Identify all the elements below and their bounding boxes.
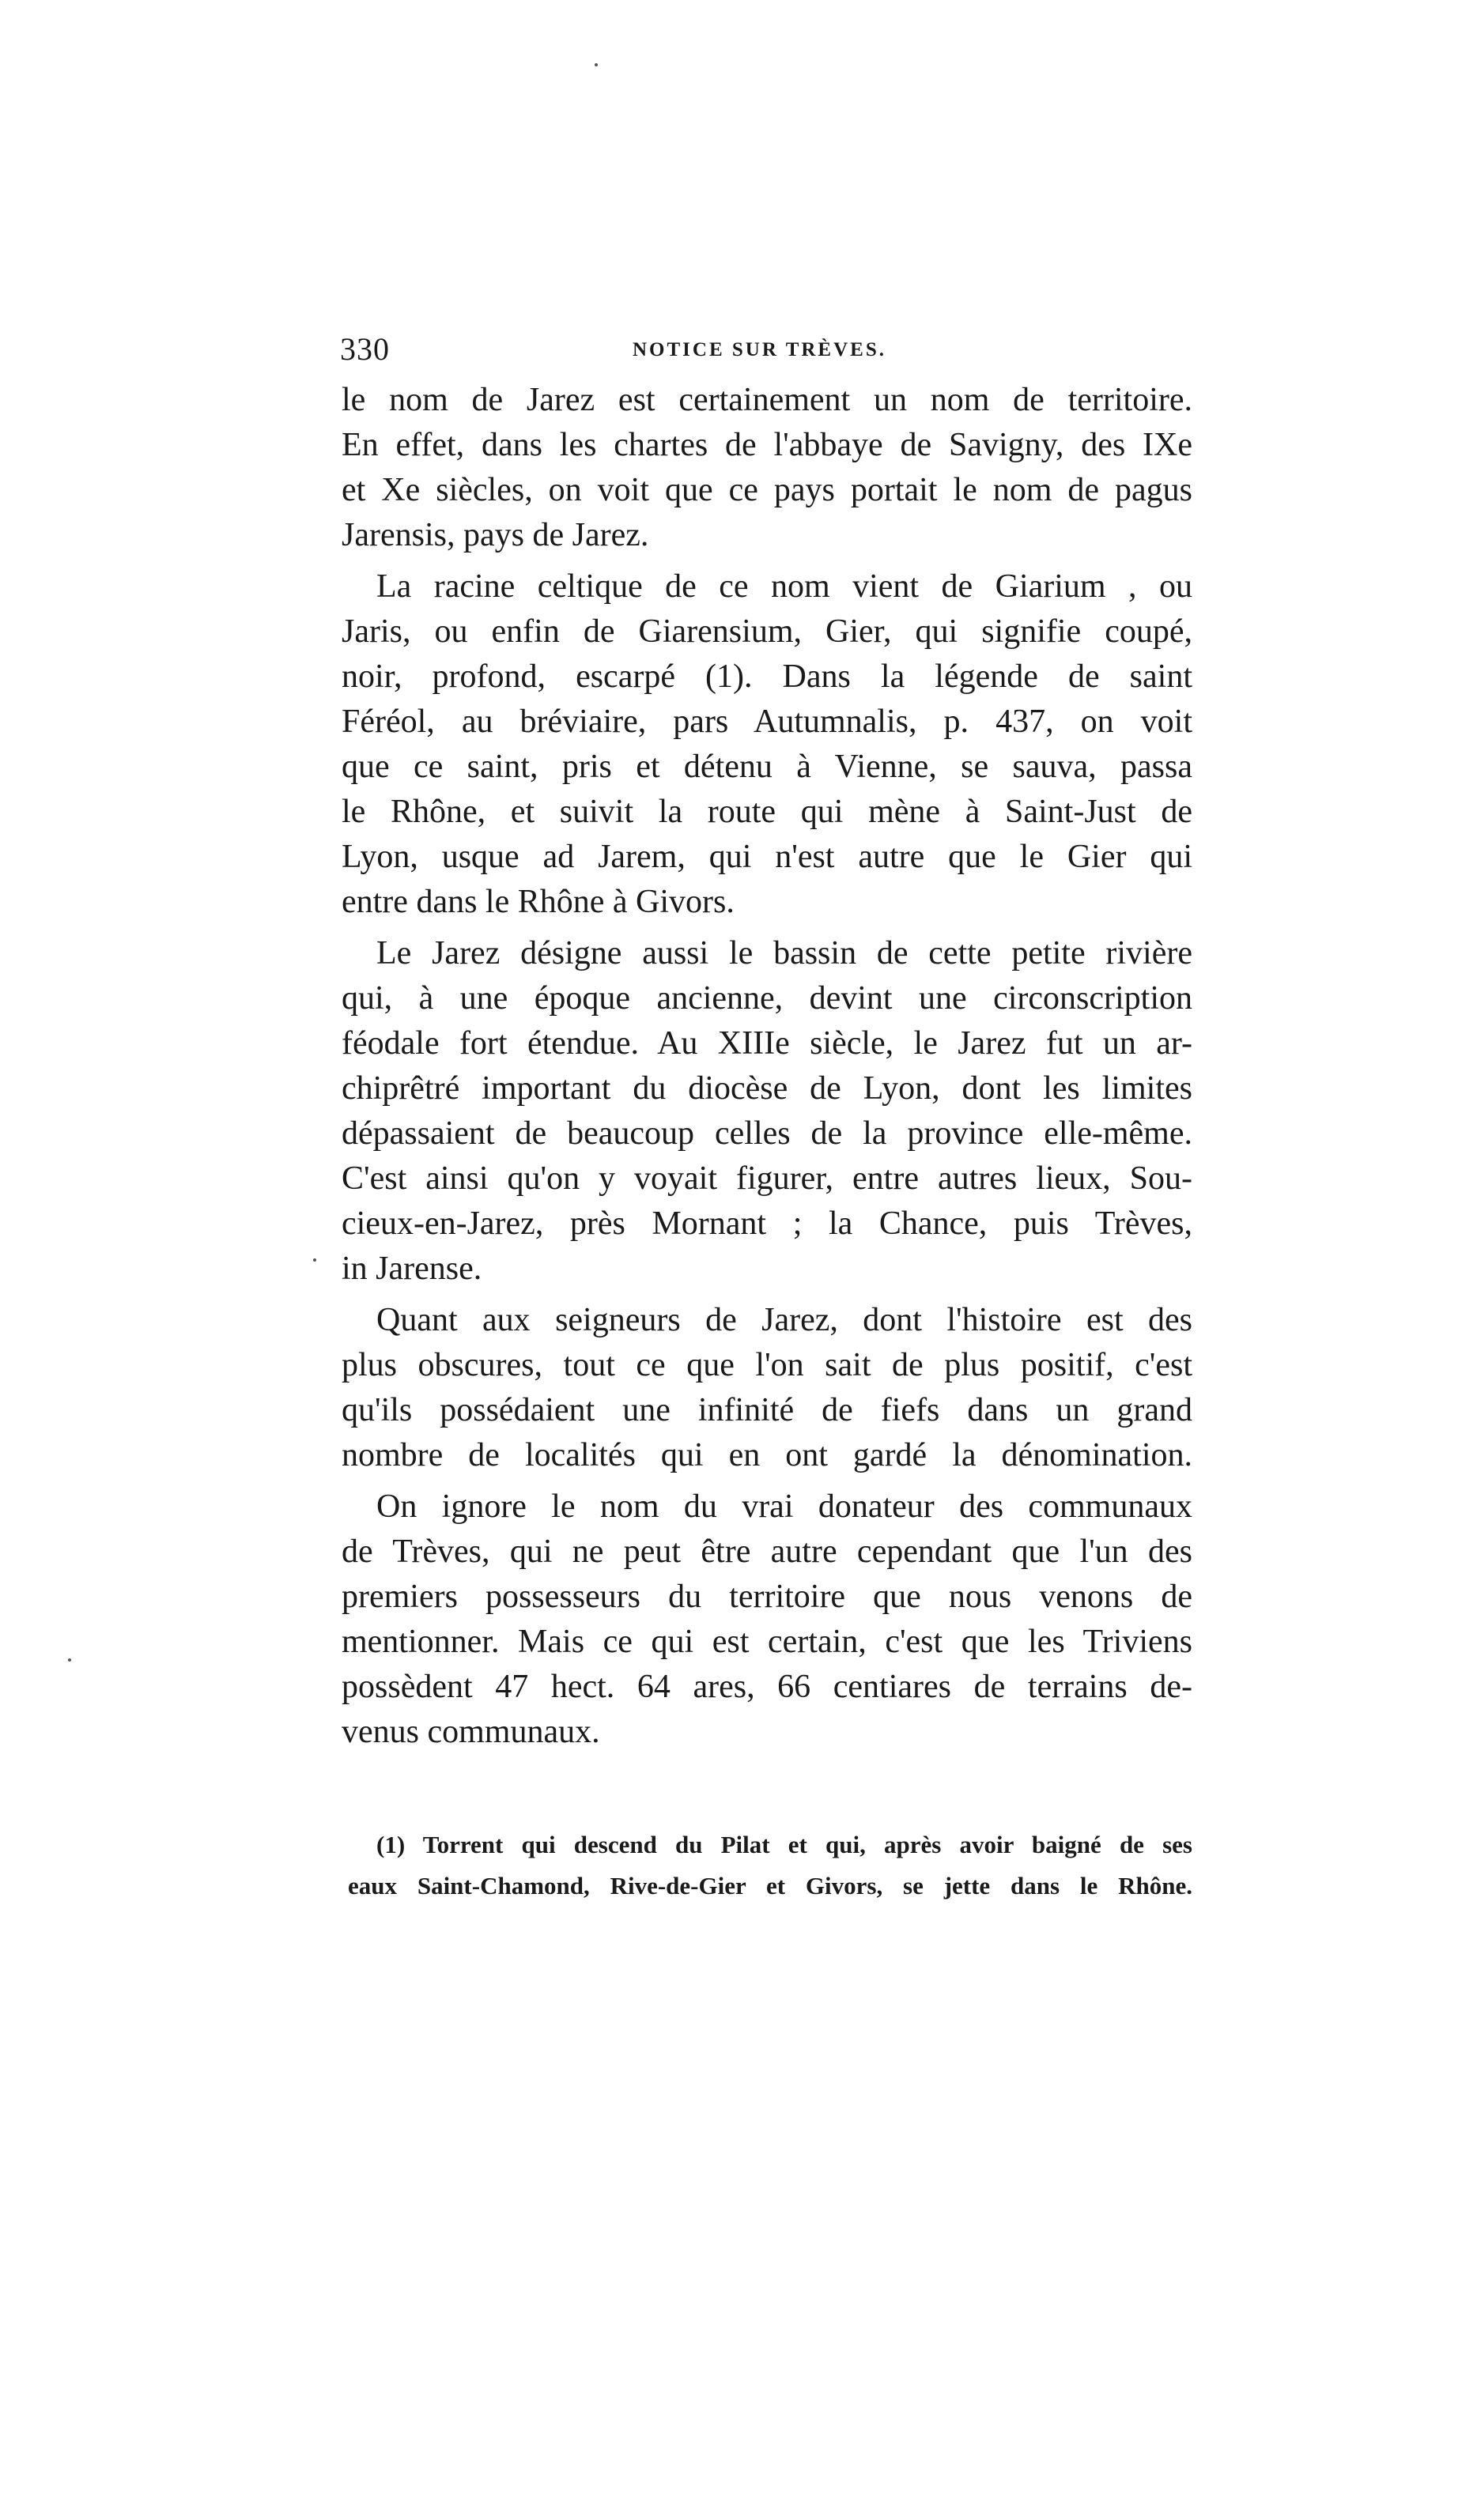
text-line: que ce saint, pris et détenu à Vienne, se sauva, passa xyxy=(342,749,1192,785)
footnote-line: eaux Saint-Chamond, Rive-de-Gier et Givors, se jette dans le Rhône. xyxy=(348,1872,1192,1899)
text-line: chiprêtré important du diocèse de Lyon, dont les limites xyxy=(342,1070,1192,1107)
text-line: En effet, dans les chartes de l'abbaye de Savigny, des IXe xyxy=(342,427,1192,463)
text-line: La racine celtique de ce nom vient de Giarium , ou xyxy=(376,568,1192,605)
paper-speck xyxy=(595,63,598,66)
page-number: 330 xyxy=(340,331,390,367)
text-line: entre dans le Rhône à Givors. xyxy=(342,884,735,920)
page-header xyxy=(340,326,1194,373)
paper-speck xyxy=(313,1258,316,1262)
text-line: Lyon, usque ad Jarem, qui n'est autre que le Gier qui xyxy=(342,839,1192,875)
text-line: le Rhône, et suivit la route qui mène à Saint-Just de xyxy=(342,794,1192,830)
text-line: plus obscures, tout ce que l'on sait de plus positif, c'est xyxy=(342,1347,1192,1383)
text-line: Quant aux seigneurs de Jarez, dont l'histoire est des xyxy=(376,1302,1192,1338)
running-head: NOTICE SUR TRÈVES. xyxy=(633,339,886,360)
text-line: qui, à une époque ancienne, devint une circonscription xyxy=(342,980,1192,1017)
text-line: C'est ainsi qu'on y voyait figurer, entre autres lieux, Sou- xyxy=(342,1160,1192,1197)
text-line: possèdent 47 hect. 64 ares, 66 centiares de terrains de- xyxy=(342,1669,1192,1705)
text-line: Jarensis, pays de Jarez. xyxy=(342,517,649,553)
text-line: Le Jarez désigne aussi le bassin de cette petite rivière xyxy=(376,935,1192,971)
text-line: nombre de localités qui en ont gardé la dénomination. xyxy=(342,1437,1192,1473)
text-line: Jaris, ou enfin de Giarensium, Gier, qui signifie coupé, xyxy=(342,613,1192,650)
footnote-line: (1) Torrent qui descend du Pilat et qui, après avoir baigné de ses xyxy=(376,1831,1192,1858)
paper-speck xyxy=(68,1658,71,1662)
text-line: premiers possesseurs du territoire que nous venons de xyxy=(342,1579,1192,1615)
text-line: noir, profond, escarpé (1). Dans la légende de saint xyxy=(342,658,1192,695)
body-text xyxy=(342,378,1192,1755)
text-line: qu'ils possédaient une infinité de fiefs dans un grand xyxy=(342,1392,1192,1428)
text-line: féodale fort étendue. Au XIIIe siècle, le Jarez fut un ar- xyxy=(342,1025,1192,1062)
text-line: mentionner. Mais ce qui est certain, c'est que les Triviens xyxy=(342,1624,1192,1660)
text-line: Féréol, au bréviaire, pars Autumnalis, p. 437, on voit xyxy=(342,704,1192,740)
text-line: dépassaient de beaucoup celles de la province elle-même. xyxy=(342,1115,1192,1152)
footnote xyxy=(348,1824,1192,1907)
text-line: le nom de Jarez est certainement un nom de territoire. xyxy=(342,382,1192,418)
text-line: cieux-en-Jarez, près Mornant ; la Chance, puis Trèves, xyxy=(342,1205,1192,1242)
text-line: et Xe siècles, on voit que ce pays portait le nom de pagus xyxy=(342,472,1192,508)
text-line: venus communaux. xyxy=(342,1714,600,1750)
text-line: in Jarense. xyxy=(342,1251,482,1287)
text-line: de Trèves, qui ne peut être autre cependant que l'un des xyxy=(342,1534,1192,1570)
text-line: On ignore le nom du vrai donateur des communaux xyxy=(376,1488,1192,1525)
